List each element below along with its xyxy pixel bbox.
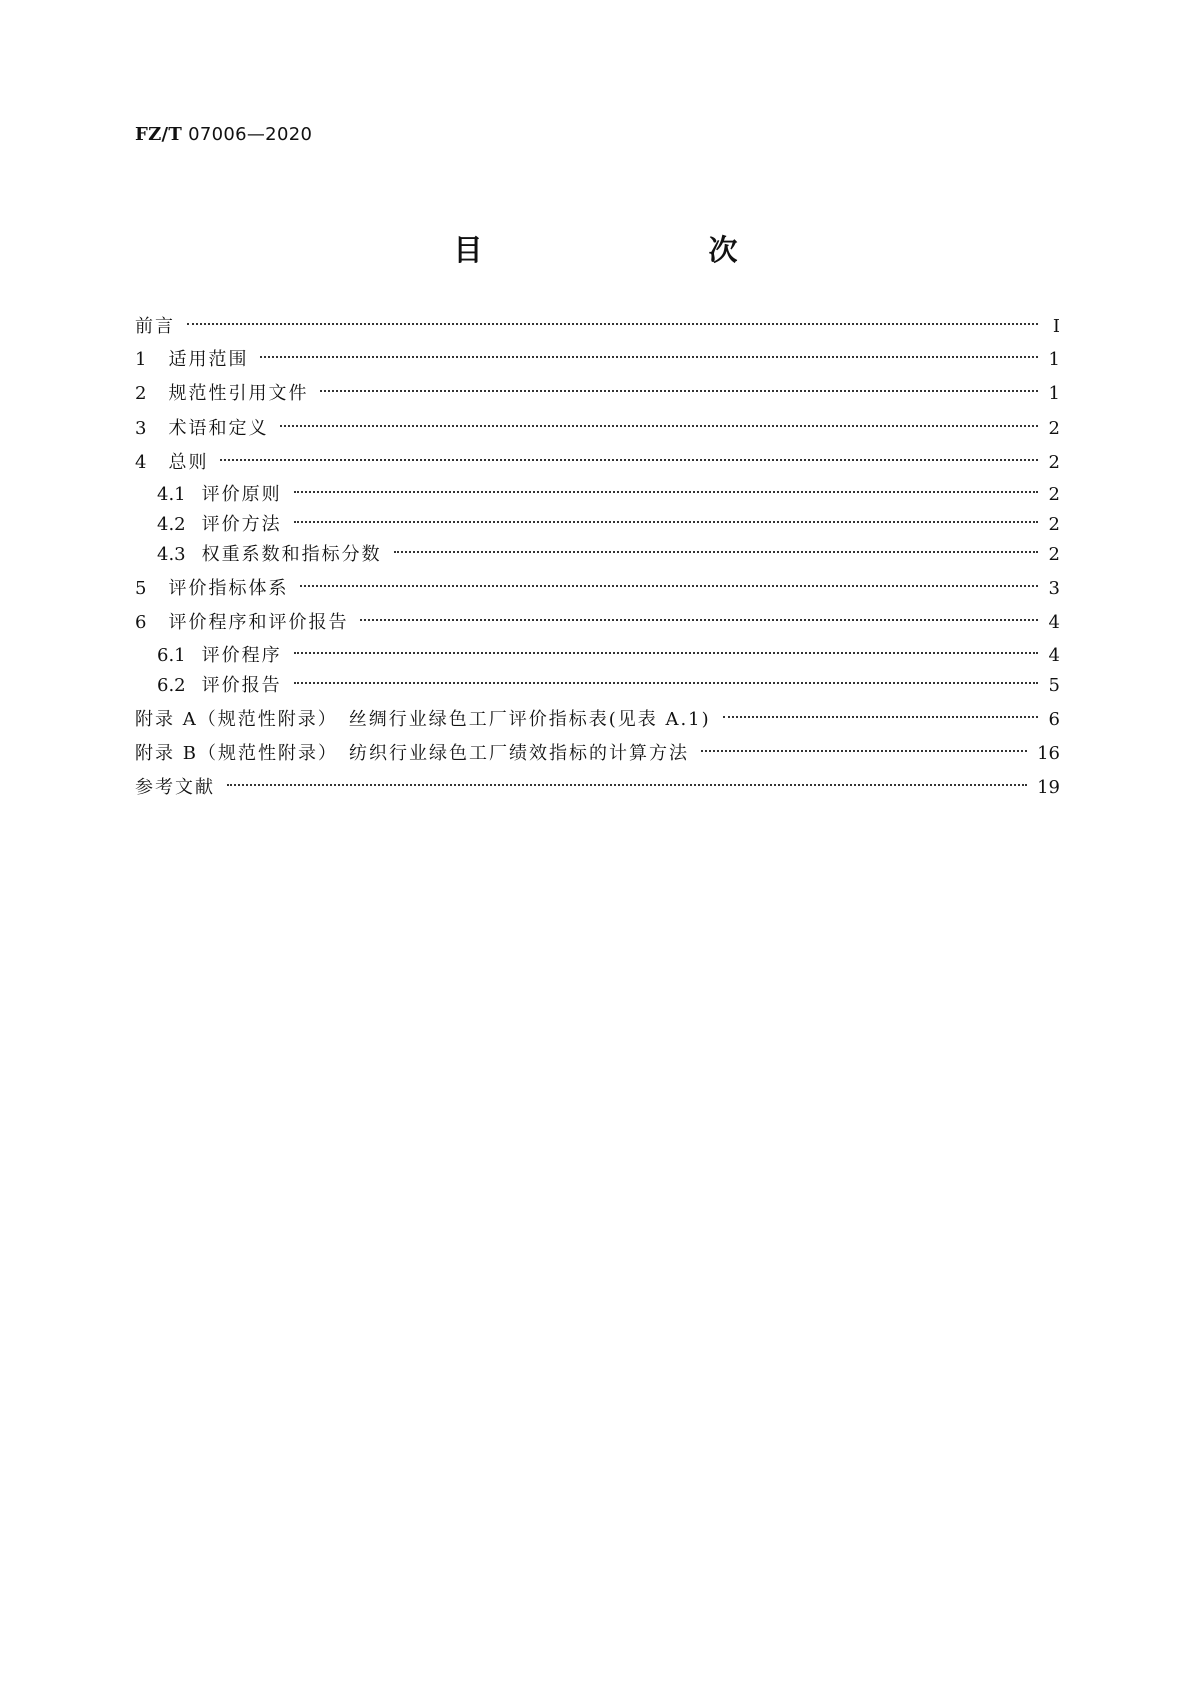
toc-entry-page: 2	[1048, 544, 1060, 565]
toc-entry-annex-a[interactable]	[135, 699, 1060, 730]
toc-entry-label: 前言	[135, 316, 175, 337]
dot-leader	[294, 474, 1038, 500]
dot-leader	[294, 635, 1038, 661]
toc-entry-label: 总则	[168, 452, 209, 473]
toc-entry-page: 2	[1048, 514, 1060, 535]
toc-entry-page: 1	[1048, 349, 1060, 370]
dot-leader	[294, 665, 1038, 691]
toc-entry-page: 1	[1048, 383, 1060, 404]
toc-entry-page: 2	[1048, 418, 1060, 439]
toc-entry-3[interactable]	[135, 408, 1060, 439]
toc-entry-page: Ⅰ	[1052, 316, 1060, 337]
dot-leader	[300, 568, 1038, 594]
toc-entry-number: 4	[135, 452, 147, 473]
toc-entry-page: 2	[1048, 452, 1060, 473]
toc-entry-label: 评价报告	[201, 675, 282, 696]
dot-leader	[320, 373, 1038, 399]
toc-entry-number: 1	[135, 349, 147, 370]
toc-entry-bibliography[interactable]	[135, 767, 1060, 798]
toc-entry-label: 附录 A（规范性附录） 丝绸行业绿色工厂评价指标表(见表 A.1)	[135, 709, 711, 730]
dot-leader	[187, 306, 1038, 332]
toc-entry-6-1[interactable]	[157, 635, 1060, 666]
toc-entry-label: 评价原则	[201, 484, 282, 505]
toc-entry-number: 4.3	[157, 544, 186, 565]
toc-entry-number: 5	[135, 578, 147, 599]
standard-code-number: 07006—2020	[188, 124, 313, 145]
toc-entry-page: 2	[1048, 484, 1060, 505]
toc-entry-page: 4	[1048, 645, 1060, 666]
toc-entry-1[interactable]	[135, 339, 1060, 370]
toc-entry-number: 6	[135, 612, 147, 633]
toc-entry-page: 4	[1048, 612, 1060, 633]
toc-entry-label: 评价方法	[201, 514, 282, 535]
toc-entry-label: 适用范围	[168, 349, 249, 370]
dot-leader	[701, 733, 1027, 759]
standard-code	[135, 124, 312, 145]
toc-entry-label: 权重系数和指标分数	[201, 544, 382, 565]
dot-leader	[294, 504, 1038, 530]
toc-entry-label: 附录 B（规范性附录） 纺织行业绿色工厂绩效指标的计算方法	[135, 743, 689, 764]
toc-entry-4-1[interactable]	[157, 474, 1060, 505]
toc-entry-number: 2	[135, 383, 147, 404]
dot-leader	[227, 767, 1027, 793]
toc-entry-page: 6	[1048, 709, 1060, 730]
toc-entry-label: 评价程序	[201, 645, 282, 666]
toc-entry-label: 规范性引用文件	[168, 383, 309, 404]
dot-leader	[723, 699, 1038, 725]
toc-entry-page: 16	[1037, 743, 1060, 764]
toc-entry-page: 19	[1037, 777, 1060, 798]
toc-entry-foreword[interactable]	[135, 306, 1060, 337]
toc-entry-number: 6.1	[157, 645, 186, 666]
toc-entry-6-2[interactable]	[157, 665, 1060, 696]
toc-entry-4-2[interactable]	[157, 504, 1060, 535]
standard-code-prefix: FZ/T	[135, 124, 183, 145]
toc-entry-5[interactable]	[135, 568, 1060, 599]
toc-entry-6[interactable]	[135, 602, 1060, 633]
toc-entry-4-3[interactable]	[157, 534, 1060, 565]
toc-entry-label: 评价指标体系	[168, 578, 289, 599]
toc-title: 目 次	[453, 233, 794, 267]
dot-leader	[280, 408, 1038, 434]
toc-entry-annex-b[interactable]	[135, 733, 1060, 764]
dot-leader	[394, 534, 1038, 560]
toc-entry-number: 3	[135, 418, 147, 439]
toc-entry-number: 4.1	[157, 484, 186, 505]
dot-leader	[220, 442, 1038, 468]
toc-entry-page: 5	[1048, 675, 1060, 696]
dot-leader	[360, 602, 1038, 628]
toc-entry-label: 评价程序和评价报告	[168, 612, 349, 633]
dot-leader	[260, 339, 1038, 365]
toc-entry-number: 4.2	[157, 514, 186, 535]
toc-entry-page: 3	[1048, 578, 1060, 599]
toc-entry-4[interactable]	[135, 442, 1060, 473]
toc-entry-label: 参考文献	[135, 777, 215, 798]
toc-entry-label: 术语和定义	[168, 418, 269, 439]
toc-entry-number: 6.2	[157, 675, 186, 696]
toc-entry-2[interactable]	[135, 373, 1060, 404]
